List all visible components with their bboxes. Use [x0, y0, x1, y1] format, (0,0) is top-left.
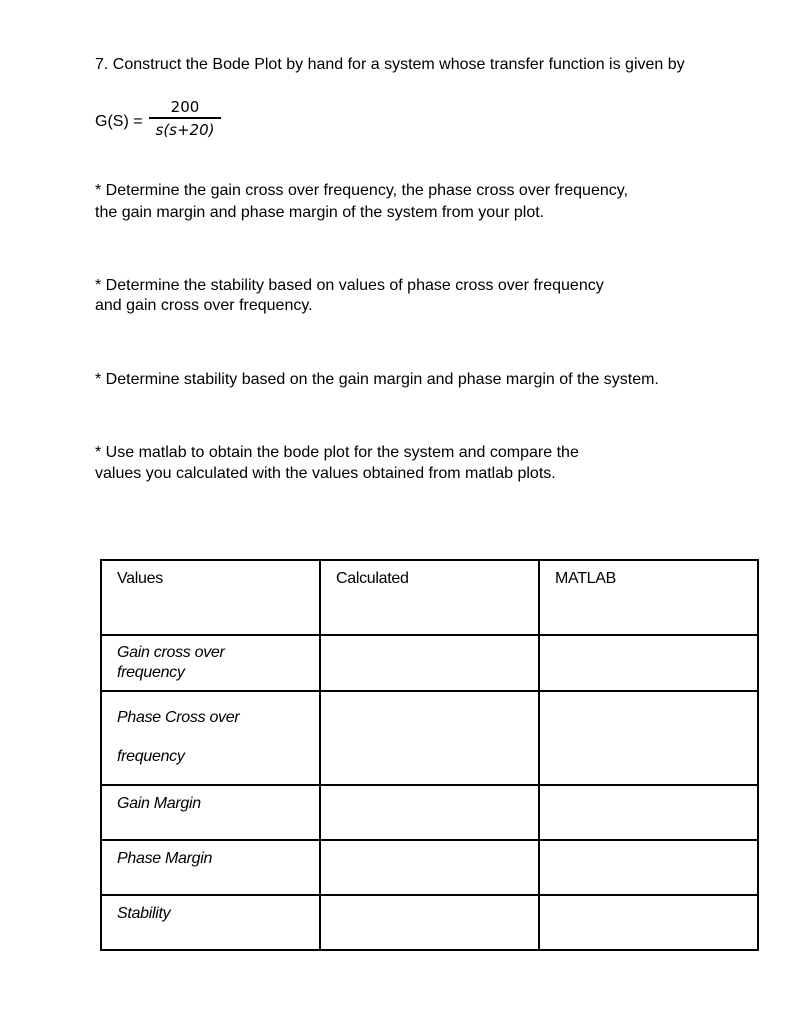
- calculated-cell[interactable]: [320, 691, 539, 785]
- table-row: [101, 895, 758, 950]
- calculated-cell[interactable]: [320, 895, 539, 950]
- results-table: [100, 559, 759, 951]
- calculated-value: [321, 692, 538, 698]
- matlab-cell[interactable]: [539, 895, 758, 950]
- matlab-cell[interactable]: [539, 635, 758, 691]
- table-row: [101, 691, 758, 785]
- row-label: Gain Margin: [117, 795, 201, 812]
- calculated-cell[interactable]: [320, 785, 539, 840]
- bullet-4-line-2: values you calculated with the values obtained from matlab plots.: [95, 465, 556, 482]
- bullet-1-line-2: the gain margin and phase margin of the system from your plot.: [95, 204, 545, 221]
- matlab-value: [540, 692, 757, 698]
- table-row: [101, 840, 758, 895]
- calculated-value: [321, 636, 538, 643]
- matlab-value: [540, 786, 757, 794]
- calculated-value: [321, 841, 538, 849]
- transfer-function-denominator: s(s+20): [155, 121, 215, 139]
- matlab-value: [540, 841, 757, 849]
- header-matlab: [539, 560, 758, 635]
- matlab-value: [540, 636, 757, 643]
- table-row: [101, 635, 758, 691]
- bullet-2-line-1: * Determine the stability based on values of phase cross over frequency: [95, 277, 604, 294]
- row-label: Phase Cross over: [117, 709, 240, 726]
- row-label: Stability: [117, 905, 171, 922]
- transfer-function-fraction: [148, 97, 222, 141]
- bullet-2-line-2: and gain cross over frequency.: [95, 297, 313, 314]
- calculated-value: [321, 896, 538, 904]
- calculated-value: [321, 786, 538, 794]
- question-title: 7. Construct the Bode Plot by hand for a system whose transfer function is given by: [95, 56, 685, 73]
- row-label-cell: [101, 840, 320, 895]
- header-calculated: [320, 560, 539, 635]
- header-values-text: Values: [117, 570, 163, 587]
- transfer-function-label: G(S) =: [95, 113, 143, 130]
- calculated-cell[interactable]: [320, 635, 539, 691]
- row-label-cont: frequency: [117, 748, 185, 765]
- table-header-row: [101, 560, 758, 635]
- matlab-value: [540, 896, 757, 904]
- matlab-cell[interactable]: [539, 785, 758, 840]
- header-matlab-text: MATLAB: [555, 570, 617, 587]
- row-label: Gain cross over: [117, 644, 225, 661]
- calculated-cell[interactable]: [320, 840, 539, 895]
- bullet-4-line-1: * Use matlab to obtain the bode plot for the system and compare the: [95, 444, 579, 461]
- table-row: [101, 785, 758, 840]
- row-label-cont: frequency: [117, 664, 185, 681]
- row-label-cell: [101, 635, 320, 691]
- row-label-cell: [101, 895, 320, 950]
- transfer-function-numerator: 200: [170, 98, 200, 116]
- header-values: [101, 560, 320, 635]
- row-label-cell: [101, 691, 320, 785]
- row-label-cell: [101, 785, 320, 840]
- matlab-cell[interactable]: [539, 691, 758, 785]
- header-calculated-text: Calculated: [336, 570, 409, 587]
- row-label: Phase Margin: [117, 850, 213, 867]
- matlab-cell[interactable]: [539, 840, 758, 895]
- bullet-3-line-1: * Determine stability based on the gain margin and phase margin of the system.: [95, 371, 659, 388]
- bullet-1-line-1: * Determine the gain cross over frequency, the phase cross over frequency,: [95, 182, 629, 199]
